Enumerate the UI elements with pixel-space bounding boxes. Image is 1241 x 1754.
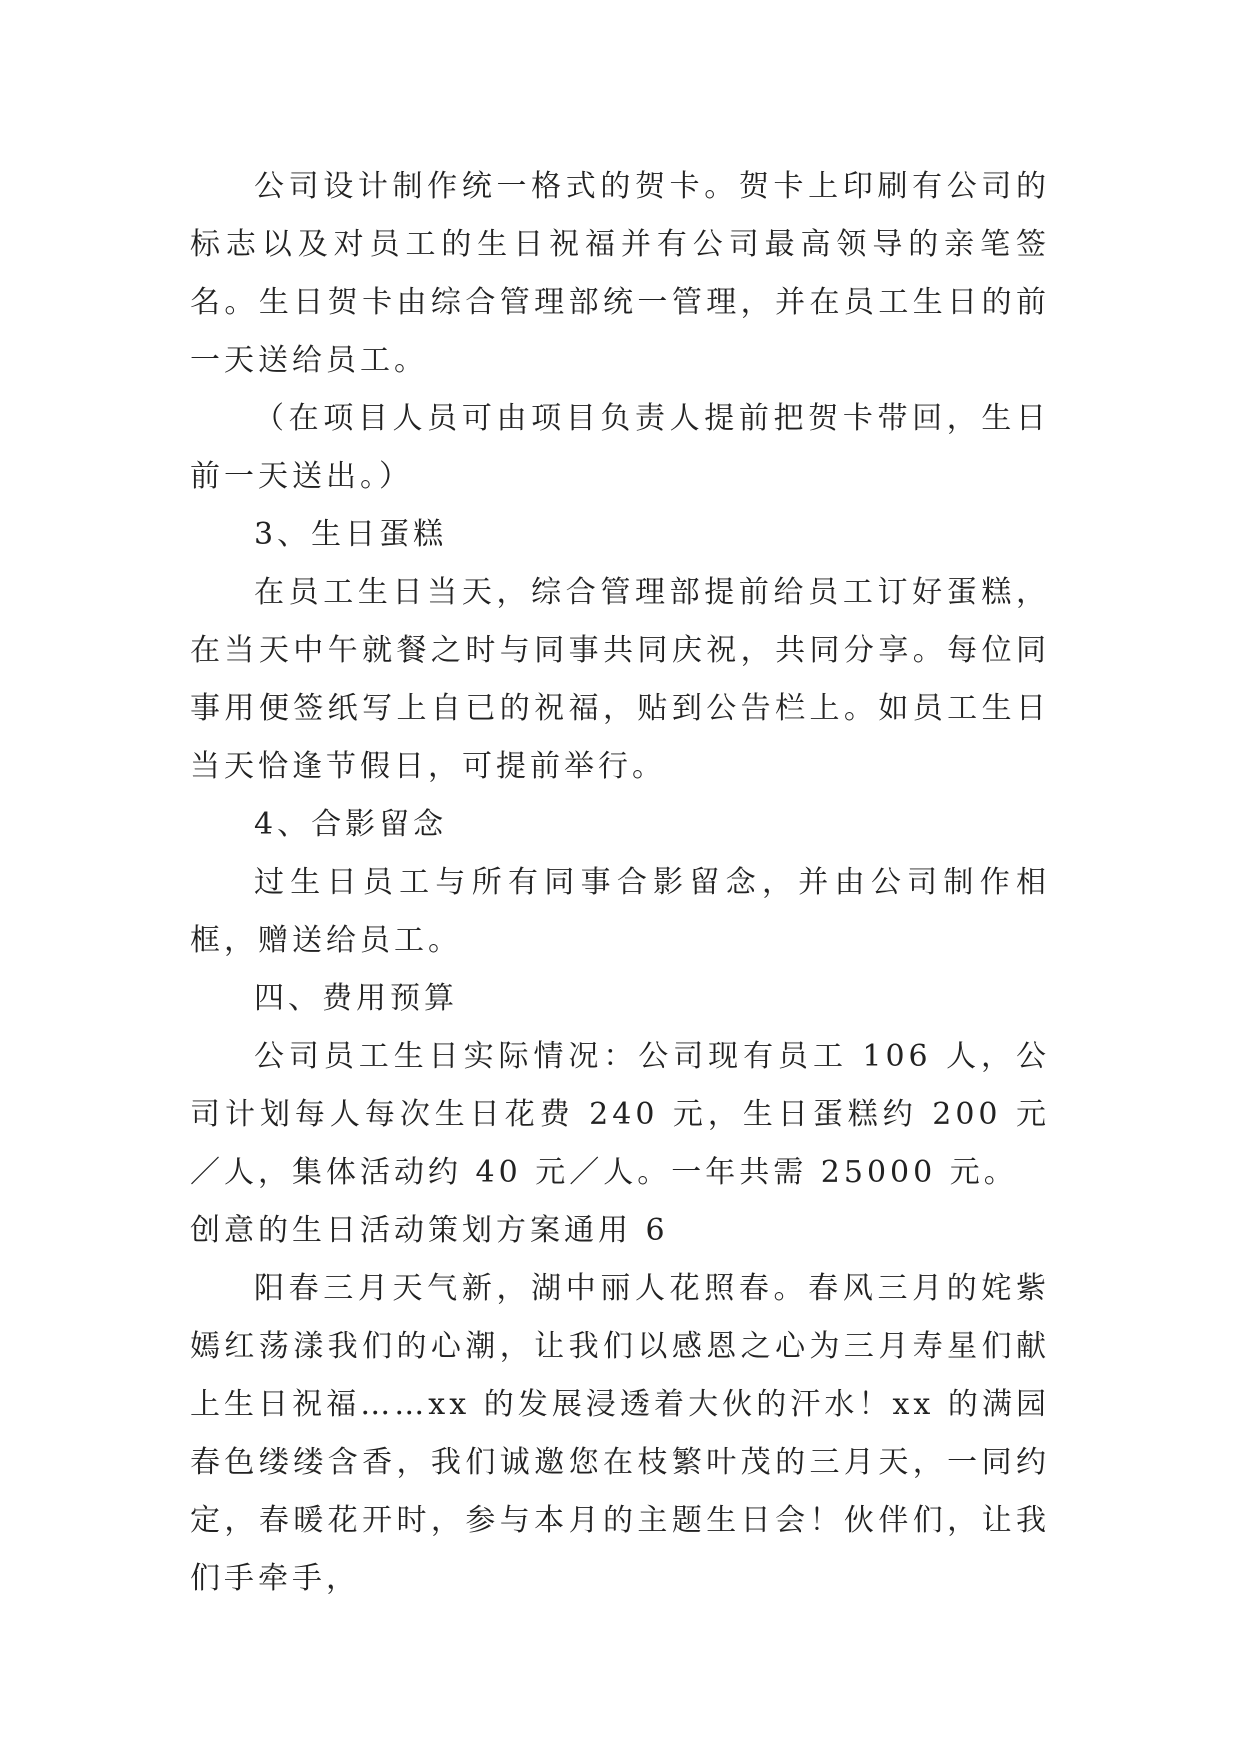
paragraph-spring-intro: 阳春三月天气新，湖中丽人花照春。春风三月的姹紫嫣红荡漾我们的心潮，让我们以感恩之心为三月寿星们献上生日祝福……xx 的发展浸透着大伙的汗水！xx 的满园春色缕缕含香，我们诚邀您在枝繁叶茂的三月天，一同约定，春暖花开时，参与本月的主题生日会！伙伴们，让我们手牵手， — [190, 1271, 1050, 1596]
heading-budget: 四、费用预算 — [254, 981, 458, 1016]
paragraph-greeting-card: 公司设计制作统一格式的贺卡。贺卡上印刷有公司的标志以及对员工的生日祝福并有公司最高领导的亲笔签名。生日贺卡由综合管理部统一管理，并在员工生日的前一天送给员工。 — [190, 169, 1050, 378]
document-body — [190, 158, 1050, 1608]
heading-birthday-cake: 3、生日蛋糕 — [254, 517, 448, 552]
heading-group-photo: 4、合影留念 — [254, 807, 448, 842]
section-title: 创意的生日活动策划方案通用 6 — [190, 1213, 669, 1248]
paragraph-group-photo: 过生日员工与所有同事合影留念，并由公司制作相框，赠送给员工。 — [190, 865, 1050, 958]
paragraph-birthday-cake: 在员工生日当天，综合管理部提前给员工订好蛋糕，在当天中午就餐之时与同事共同庆祝，共同分享。每位同事用便签纸写上自已的祝福，贴到公告栏上。如员工生日当天恰逢节假日，可提前举行。 — [190, 575, 1050, 784]
paragraph-project-note: （在项目人员可由项目负责人提前把贺卡带回，生日前一天送出。） — [190, 401, 1050, 494]
paragraph-budget: 公司员工生日实际情况：公司现有员工 106 人，公司计划每人每次生日花费 240 元，生日蛋糕约 200 元／人，集体活动约 40 元／人。一年共需 25000 元。 — [190, 1039, 1050, 1190]
